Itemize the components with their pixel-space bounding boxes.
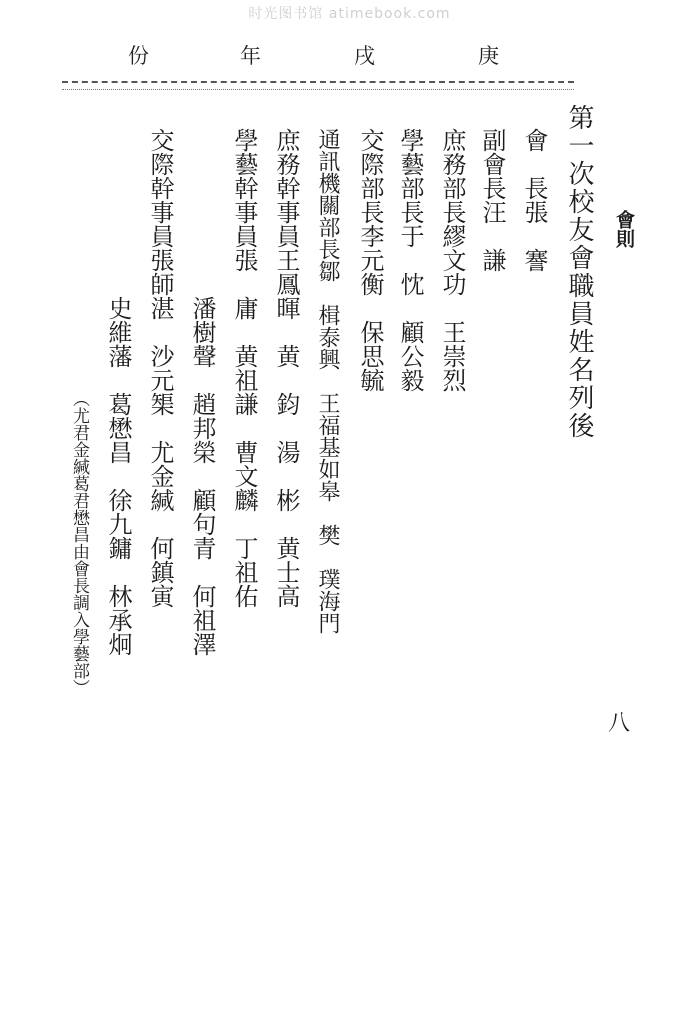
section-label: 會則 bbox=[613, 210, 635, 248]
officer-role: 庶務幹事員 bbox=[272, 128, 300, 248]
officer-names: 于 忱 顧公毅 bbox=[396, 224, 424, 392]
officer-role: 學藝部長 bbox=[396, 128, 424, 224]
officer-names: 王鳳暉 黄 鈞 湯 彬 黄士高 bbox=[272, 248, 300, 608]
header-rule-dotted bbox=[62, 89, 574, 90]
officer-column-4 bbox=[398, 128, 422, 392]
header-char-4: 份 bbox=[128, 44, 149, 68]
officer-role: 學藝幹事員 bbox=[230, 128, 258, 248]
officer-names: 張師湛 沙元榘 尤金緘 何鎮寅 bbox=[146, 248, 174, 608]
header-char-2: 戌 bbox=[354, 44, 375, 68]
officer-column-6 bbox=[316, 128, 338, 634]
header-char-1: 庚 bbox=[478, 44, 499, 68]
officer-column-3 bbox=[440, 128, 464, 392]
officer-role: 通訊機關部長 bbox=[315, 128, 340, 260]
header-char-3: 年 bbox=[240, 44, 261, 68]
header-rule bbox=[62, 81, 574, 83]
officer-column-5 bbox=[358, 128, 382, 392]
officer-names: 李元衡 保思毓 bbox=[356, 224, 384, 392]
officer-role: 交際幹事員 bbox=[146, 128, 174, 248]
page-number: 八 bbox=[608, 711, 631, 736]
officer-names: 張 謇 bbox=[520, 200, 548, 272]
officer-names: 潘樹聲 趙邦榮 顧句青 何祖澤 bbox=[188, 296, 216, 656]
watermark-text: 时光图书馆 atimebook.com bbox=[248, 6, 451, 22]
officer-column-11 bbox=[106, 296, 130, 656]
officer-role: 交際部長 bbox=[356, 128, 384, 224]
officer-names: 汪 謙 bbox=[478, 200, 506, 272]
officer-role: 會 長 bbox=[520, 128, 548, 200]
officer-names: 繆文功 王崇烈 bbox=[438, 224, 466, 392]
officer-column-2 bbox=[480, 128, 504, 272]
officer-column-8 bbox=[232, 128, 256, 608]
footnote-note: （尤君金緘葛君懋昌由會長調入學藝部） bbox=[69, 390, 89, 696]
officer-names: 史維藩 葛懋昌 徐九鏞 林承炯 bbox=[104, 296, 132, 656]
officer-column-9 bbox=[190, 296, 214, 656]
officer-role: 副會長 bbox=[478, 128, 506, 200]
officer-names: 張 庸 黄祖謙 曹文麟 丁祖佑 bbox=[230, 248, 258, 608]
officer-column-1 bbox=[522, 128, 546, 272]
officer-column-7 bbox=[274, 128, 298, 608]
officer-column-10 bbox=[148, 128, 172, 608]
officer-names: 鄒 楫泰興 王福基如皋 樊 璞海門 bbox=[315, 260, 340, 634]
list-title: 第一次校友會職員姓名列後 bbox=[564, 104, 594, 440]
officer-role: 庶務部長 bbox=[438, 128, 466, 224]
